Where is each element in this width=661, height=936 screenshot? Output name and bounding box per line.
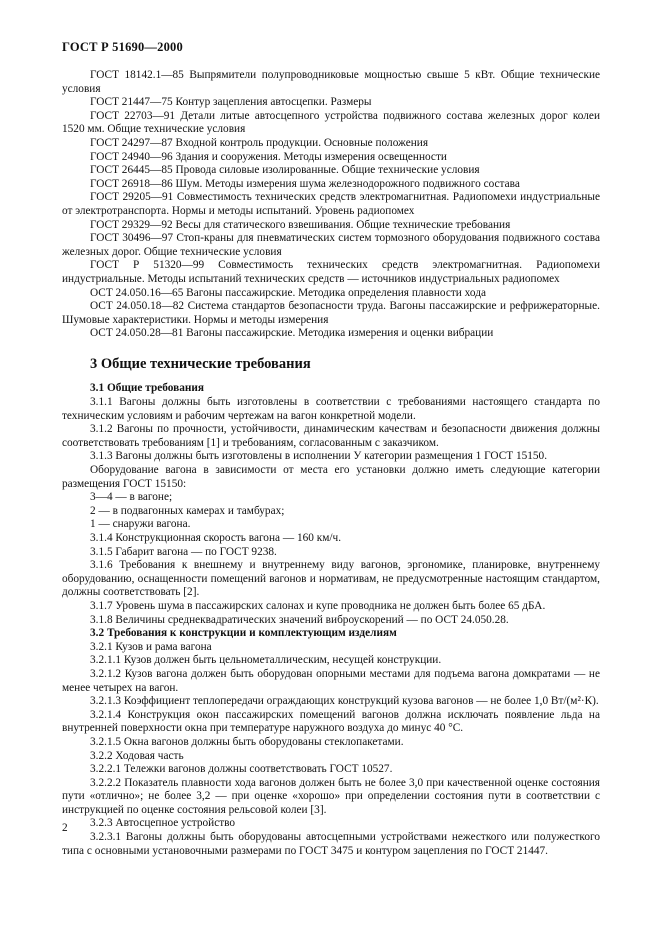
clause: 3—4 — в вагоне; [90, 491, 173, 504]
clause: 2 — в подвагонных камерах и тамбурах; [90, 504, 285, 517]
clause: 3.1.5 Габарит вагона — по ГОСТ 9238. [90, 545, 277, 558]
clause: 3.2.2.2 Показатель плавности хода вагонов должен быть не более 3,0 при качественной оценке состояния пути «отлично»; не более 3,2 — при оценке «хорошо» при определении состояния пути в соответствии с инструкцией по оценке состояния рельсовой колеи [3]. [62, 776, 600, 816]
reference-item: ГОСТ 29205—91 Совместимость технических средств электромагнитная. Радиопомехи индустриальные от электротранспорта. Нормы и методы испытаний. Уровень радиопомех [62, 191, 600, 217]
reference-item: ГОСТ 26918—86 Шум. Методы измерения шума железнодорожного подвижного состава [90, 177, 520, 190]
reference-item: ГОСТ 29329—92 Весы для статического взвешивания. Общие технические требования [90, 218, 511, 231]
clause: 3.2.3.1 Вагоны должны быть оборудованы автосцепными устройствами нежесткого или полужесткого типа с основными установочными размерами по ГОСТ 3475 и контуром зацепления по ГОСТ 21447. [62, 831, 600, 857]
clause: 3.1.3 Вагоны должны быть изготовлены в исполнении У категории размещения 1 ГОСТ 15150. [90, 450, 548, 463]
clause: 3.2.2.1 Тележки вагонов должны соответствовать ГОСТ 10527. [90, 763, 393, 776]
reference-item: ГОСТ 24297—87 Входной контроль продукции. Основные положения [90, 136, 429, 149]
clause: 3.1.1 Вагоны должны быть изготовлены в соответствии с требованиями настоящего стандарта по техническим условиям и рабочим чертежам на вагон конкретной модели. [62, 396, 600, 422]
clause: 3.2.3 Автосцепное устройство [90, 817, 236, 830]
reference-item: ОСТ 24.050.18—82 Система стандартов безопасности труда. Вагоны пассажирские и рефрижераторные. Шумовые характеристики. Нормы и методы измерения [62, 300, 600, 326]
clause: 3.2.1.1 Кузов должен быть цельнометаллическим, несущей конструкции. [90, 654, 442, 667]
page-body [62, 69, 600, 858]
reference-item: ОСТ 24.050.28—81 Вагоны пассажирские. Методика измерения и оценки вибрации [90, 327, 494, 340]
reference-item: ГОСТ 22703—91 Детали литые автосцепного устройства подвижного состава железных дорог колеи 1520 мм. Общие технические условия [62, 109, 600, 136]
clause: 3.1.8 Величины среднеквадратических значений виброускорений — по ОСТ 24.050.28. [90, 613, 509, 626]
clause: 1 — снаружи вагона. [90, 518, 191, 531]
reference-item: ГОСТ 21447—75 Контур зацепления автосцепки. Размеры [90, 96, 372, 109]
clause: 3.2.2 Ходовая часть [90, 749, 184, 762]
clause: 3.2.1.4 Конструкция окон пассажирских помещений вагонов должна исключать появление льда на внутренней поверхности окна при температуре наружного воздуха до минус 40 °С. [62, 708, 600, 735]
reference-item: ГОСТ 26445—85 Провода силовые изолированные. Общие технические условия [90, 164, 480, 177]
subsection-construction-requirements [62, 641, 600, 859]
subsection-general-requirements [62, 396, 600, 627]
clause: Оборудование вагона в зависимости от места его установки должно иметь следующие категории размещения ГОСТ 15150: [62, 464, 600, 490]
clause: 3.2.1.3 Коэффициент теплопередачи ограждающих конструкций кузова вагонов — не более 1,0 Вт/(м²·К). [90, 695, 599, 708]
reference-list [62, 69, 600, 341]
clause: 3.1.7 Уровень шума в пассажирских салонах и купе проводника не должен быть более 65 дБА. [90, 599, 546, 612]
page-number: 2 [62, 822, 68, 834]
clause: 3.2.1.5 Окна вагонов должны быть оборудованы стеклопакетами. [90, 735, 404, 748]
section-heading: 3 Общие технические требования [90, 355, 311, 372]
subsection-heading: 3.1 Общие требования [90, 382, 204, 395]
subsection-heading: 3.2 Требования к конструкции и комплектующим изделиям [90, 627, 397, 640]
document-header: ГОСТ Р 51690—2000 [62, 40, 183, 54]
reference-item: ОСТ 24.050.16—65 Вагоны пассажирские. Методика определения плавности хода [90, 286, 486, 299]
reference-item: ГОСТ Р 51320—99 Совместимость технических средств электромагнитная. Радиопомехи индустриальные. Методы испытаний технических средств — источников индустриальных радиопомех [62, 259, 600, 285]
clause: 3.1.2 Вагоны по прочности, устойчивости, динамическим качествам и безопасности движения должны соответствовать требованиям [1] и требованиям, согласованным с заказчиком. [62, 423, 600, 449]
clause: 3.1.6 Требования к внешнему и внутреннему виду вагонов, эргономике, планировке, внутреннему оборудованию, оснащенности помещений вагонов и нормативам, не предусмотренные настоящим стандартом, должны соответствовать [2]. [62, 559, 600, 599]
reference-item: ГОСТ 24940—96 Здания и сооружения. Методы измерения освещенности [90, 150, 447, 163]
clause: 3.2.1.2 Кузов вагона должен быть оборудован опорными местами для подъема вагона домкратами — не менее четырех на вагон. [62, 667, 600, 694]
reference-item: ГОСТ 18142.1—85 Выпрямители полупроводниковые мощностью свыше 5 кВт. Общие технические условия [62, 69, 600, 95]
reference-item: ГОСТ 30496—97 Стоп-краны для пневматических систем тормозного оборудования подвижного состава железных дорог. Общие технические условия [62, 232, 600, 258]
clause: 3.1.4 Конструкционная скорость вагона — 160 км/ч. [90, 532, 342, 544]
clause: 3.2.1 Кузов и рама вагона [90, 640, 212, 653]
